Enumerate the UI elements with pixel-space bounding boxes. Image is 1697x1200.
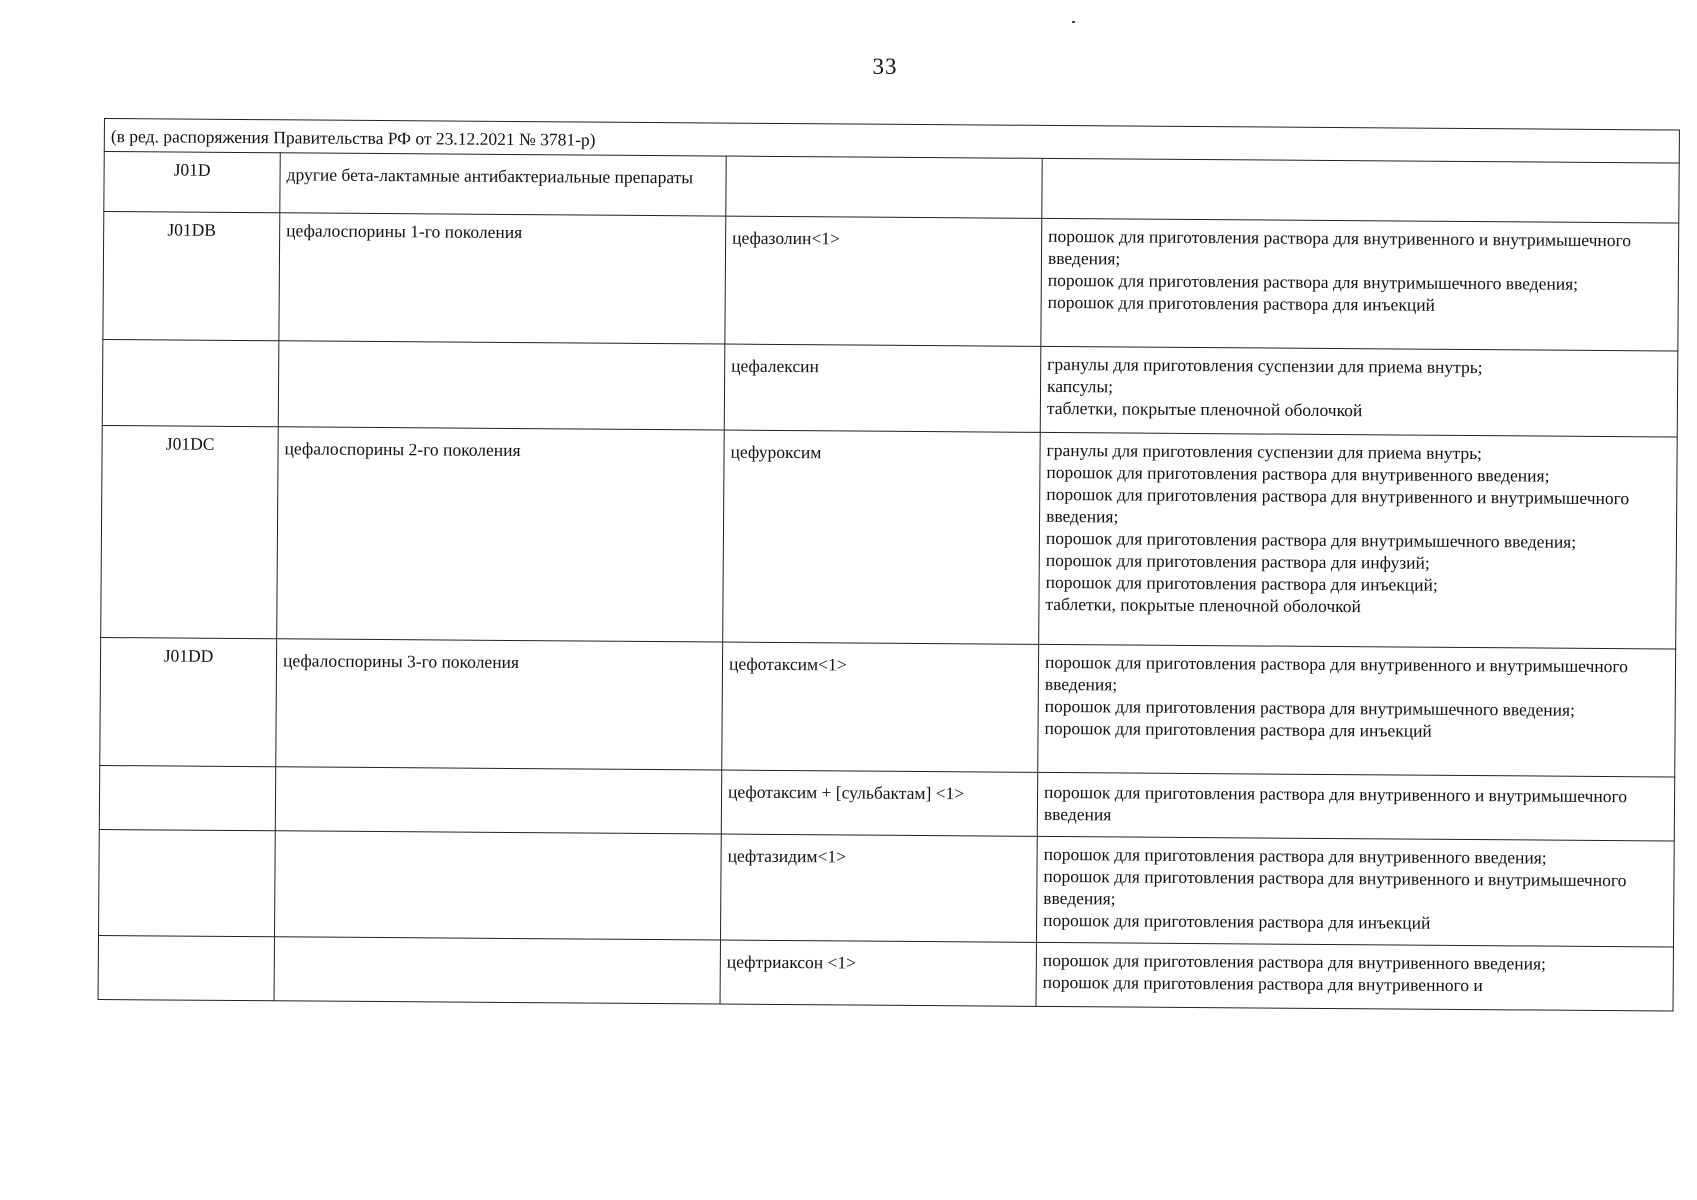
atc-code: J01DC xyxy=(101,425,279,638)
dosage-form: порошок для приготовления раствора для внутривенного и внутримышечного введения; xyxy=(1046,483,1630,527)
group-name: цефалоспорины 3-го поколения xyxy=(276,639,723,770)
dosage-form: капсулы; xyxy=(1046,375,1114,397)
drug-name xyxy=(726,156,1042,218)
dosage-forms xyxy=(1036,836,1674,947)
drug-name: цефтриаксон <1> xyxy=(720,940,1036,1006)
group-name: цефалоспорины 1-го поколения xyxy=(279,213,726,344)
table-row xyxy=(103,212,1679,352)
drug-name: цефотаксим<1> xyxy=(722,642,1039,772)
drug-table-container xyxy=(98,118,1679,1012)
dosage-form: порошок для приготовления раствора для внутривенного и внутримышечного введения; xyxy=(1047,225,1632,269)
table-row xyxy=(101,425,1678,649)
dosage-form: таблетки, покрытые пленочной оболочкой xyxy=(1045,593,1361,617)
dosage-form: порошок для приготовления раствора для инфузий; xyxy=(1045,549,1430,573)
dosage-form: таблетки, покрытые пленочной оболочкой xyxy=(1046,397,1363,421)
atc-code xyxy=(99,765,275,830)
dosage-form: гранулы для приготовления суспензии для приема внутрь; xyxy=(1046,439,1483,464)
table-row xyxy=(99,829,1675,947)
dosage-form: порошок для приготовления раствора для внутривенного введения; xyxy=(1042,949,1546,974)
dosage-forms xyxy=(1036,942,1673,1011)
table-row xyxy=(100,637,1676,777)
dosage-form: порошок для приготовления раствора для внутримышечного введения; xyxy=(1047,269,1579,294)
dosage-form: порошок для приготовления раствора для инъекций xyxy=(1043,909,1431,933)
drug-name: цефтазидим<1> xyxy=(720,834,1037,942)
group-name xyxy=(275,767,721,834)
group-name xyxy=(275,831,722,940)
drug-name: цефотаксим + [сульбактам] <1> xyxy=(721,770,1037,836)
atc-code: J01D xyxy=(104,152,280,213)
drug-table xyxy=(98,118,1680,1012)
group-name xyxy=(274,937,720,1004)
dosage-forms xyxy=(1039,432,1678,649)
group-name: цефалоспорины 2-го поколения xyxy=(277,427,725,642)
dosage-form: порошок для приготовления раствора для инъекций; xyxy=(1045,571,1438,595)
amendment-note: (в ред. распоряжения Правительства РФ от 23.12.2021 № 3781-р) xyxy=(104,119,1679,164)
scan-speck xyxy=(1072,21,1075,23)
dosage-forms xyxy=(1040,346,1678,437)
dosage-form: порошок для приготовления раствора для инъекций xyxy=(1047,291,1436,315)
dosage-form: порошок для приготовления раствора для внутривенного введения; xyxy=(1043,843,1547,868)
table-row xyxy=(102,339,1678,437)
dosage-form: порошок для приготовления раствора для внутримышечного введения; xyxy=(1044,695,1575,720)
group-name: другие бета-лактамные антибактериальные препараты xyxy=(280,153,726,216)
dosage-form: порошок для приготовления раствора для внутривенного и внутримышечного введения xyxy=(1043,781,1628,825)
dosage-form: порошок для приготовления раствора для внутривенного введения; xyxy=(1046,461,1550,486)
dosage-form: порошок для приготовления раствора для внутримышечного введения; xyxy=(1045,527,1577,552)
dosage-form: гранулы для приготовления суспензии для приема внутрь; xyxy=(1047,353,1483,378)
dosage-forms xyxy=(1041,218,1679,351)
table-row xyxy=(99,765,1674,841)
drug-name: цефазолин<1> xyxy=(725,216,1042,346)
dosage-form: порошок для приготовления раствора для инъекций xyxy=(1044,717,1432,741)
atc-code: J01DD xyxy=(100,637,277,766)
drug-name: цефуроксим xyxy=(723,430,1041,644)
atc-code xyxy=(99,829,276,936)
dosage-form: порошок для приготовления раствора для внутривенного и xyxy=(1042,971,1483,996)
page-number: 33 xyxy=(872,54,898,79)
dosage-forms xyxy=(1042,158,1679,223)
dosage-forms xyxy=(1037,772,1674,841)
group-name xyxy=(278,341,725,430)
atc-code xyxy=(98,935,274,1000)
dosage-form: порошок для приготовления раствора для внутривенного и внутримышечного введения; xyxy=(1043,865,1627,909)
dosage-form: порошок для приготовления раствора для внутривенного и внутримышечного введения; xyxy=(1044,651,1629,695)
atc-code xyxy=(102,339,279,426)
table-row xyxy=(98,935,1673,1011)
atc-code: J01DB xyxy=(103,212,280,341)
dosage-forms xyxy=(1038,644,1676,777)
drug-name: цефалексин xyxy=(724,344,1041,432)
